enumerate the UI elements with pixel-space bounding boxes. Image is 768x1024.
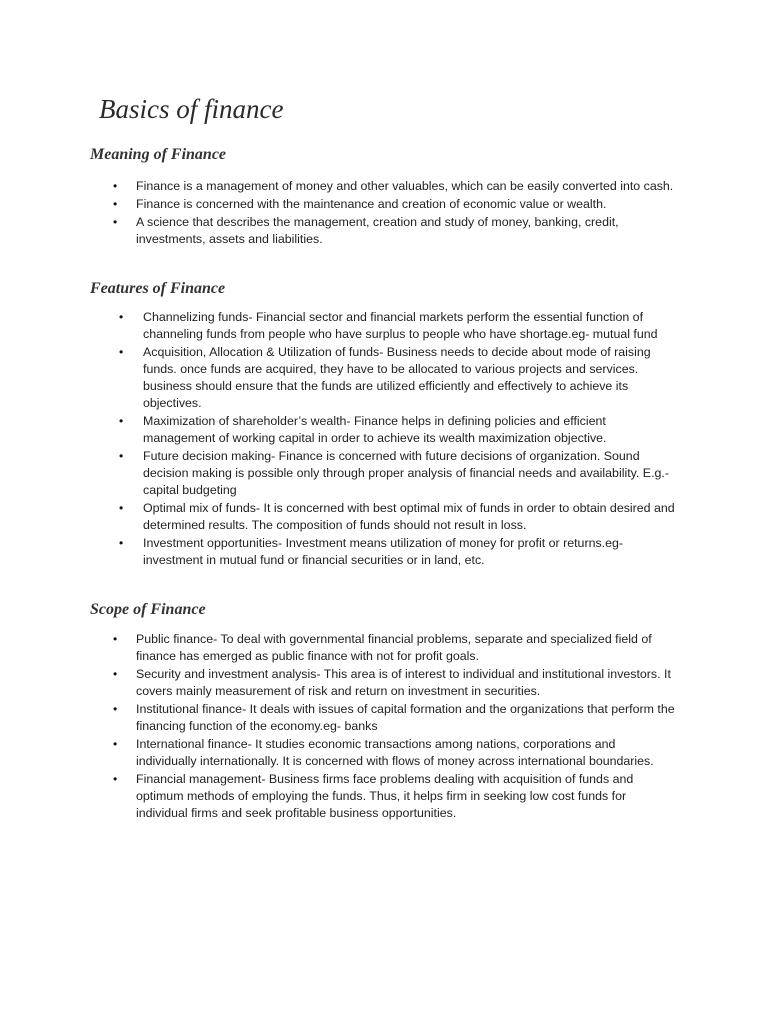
section-heading-scope: Scope of Finance <box>90 601 206 618</box>
list-item-text: Finance is concerned with the maintenance and creation of economic value or wealth. <box>136 197 607 211</box>
list-item <box>113 196 682 213</box>
list-item <box>119 413 677 447</box>
list-item-text: Future decision making- Finance is concerned with future decisions of organization. Sound decision making is possible only through proper analysis of financial needs and availability. E.g.- capital budgeting <box>143 449 669 497</box>
list-item-text: Optimal mix of funds- It is concerned with best optimal mix of funds in order to obtain desired and determined results. The composition of funds should not result in loss. <box>143 501 675 532</box>
bullet-icon: • <box>119 449 124 463</box>
bullet-icon: • <box>113 772 118 786</box>
list-item-text: Security and investment analysis- This area is of interest to individual and institutional investors. It covers mainly measurement of risk and return on investment in securities. <box>136 667 671 698</box>
list-item <box>119 500 677 534</box>
list-item <box>113 736 676 770</box>
list-item <box>119 344 677 412</box>
bullet-icon: • <box>113 197 118 211</box>
section-heading-meaning: Meaning of Finance <box>90 146 227 163</box>
bullet-icon: • <box>119 345 124 359</box>
list-item-text: Institutional finance- It deals with issues of capital formation and the organizations that perform the financing function of the economy.eg- banks <box>136 702 675 733</box>
section-heading-features: Features of Finance <box>90 280 226 297</box>
list-item-text: Channelizing funds- Financial sector and financial markets perform the essential function of channeling funds from people who have surplus to people who have shortage.eg- mutual fund <box>143 310 658 341</box>
list-item-text: Investment opportunities- Investment means utilization of money for profit or returns.eg- investment in mutual fund or financial securities or in land, etc. <box>143 536 624 567</box>
bullet-icon: • <box>113 632 118 646</box>
bullet-icon: • <box>113 179 118 193</box>
bullet-icon: • <box>113 667 118 681</box>
features-bullet-list <box>119 309 677 570</box>
bullet-icon: • <box>113 737 118 751</box>
list-item <box>113 214 682 248</box>
bullet-icon: • <box>113 215 118 229</box>
list-item-text: Financial management- Business firms face problems dealing with acquisition of funds and optimum methods of employing the funds. Thus, it helps firm in seeking low cost funds for individual firms and seek profitable business opportunities. <box>136 772 634 820</box>
bullet-icon: • <box>119 310 124 324</box>
list-item-text: Maximization of shareholder’s wealth- Finance helps in defining policies and efficient management of working capital in order to achieve its wealth maximization objective. <box>143 414 607 445</box>
bullet-icon: • <box>119 501 124 515</box>
page-title: Basics of finance <box>99 94 284 124</box>
list-item <box>119 309 677 343</box>
list-item-text: International finance- It studies economic transactions among nations, corporations and individually internationally. It is concerned with flows of money across international boundaries. <box>136 737 654 768</box>
list-item <box>113 701 676 735</box>
list-item <box>113 666 676 700</box>
bullet-icon: • <box>119 536 124 550</box>
list-item <box>119 448 677 499</box>
list-item-text: Finance is a management of money and other valuables, which can be easily converted into cash. <box>136 179 674 193</box>
list-item <box>119 535 677 569</box>
list-item <box>113 631 676 665</box>
scope-bullet-list <box>113 631 676 823</box>
bullet-icon: • <box>119 414 124 428</box>
list-item <box>113 771 676 822</box>
meaning-bullet-list <box>113 178 682 249</box>
list-item-text: Acquisition, Allocation & Utilization of funds- Business needs to decide about mode of raising funds. once funds are acquired, they have to be allocated to various projects and services. business should ensure that the funds are utilized efficiently and effectively to achieve its objectives. <box>143 345 651 410</box>
bullet-icon: • <box>113 702 118 716</box>
list-item-text: Public finance- To deal with governmental financial problems, separate and specialized field of finance has emerged as public finance with not for profit goals. <box>136 632 652 663</box>
list-item-text: A science that describes the management, creation and study of money, banking, credit, investments, assets and liabilities. <box>136 215 619 246</box>
list-item <box>113 178 682 195</box>
